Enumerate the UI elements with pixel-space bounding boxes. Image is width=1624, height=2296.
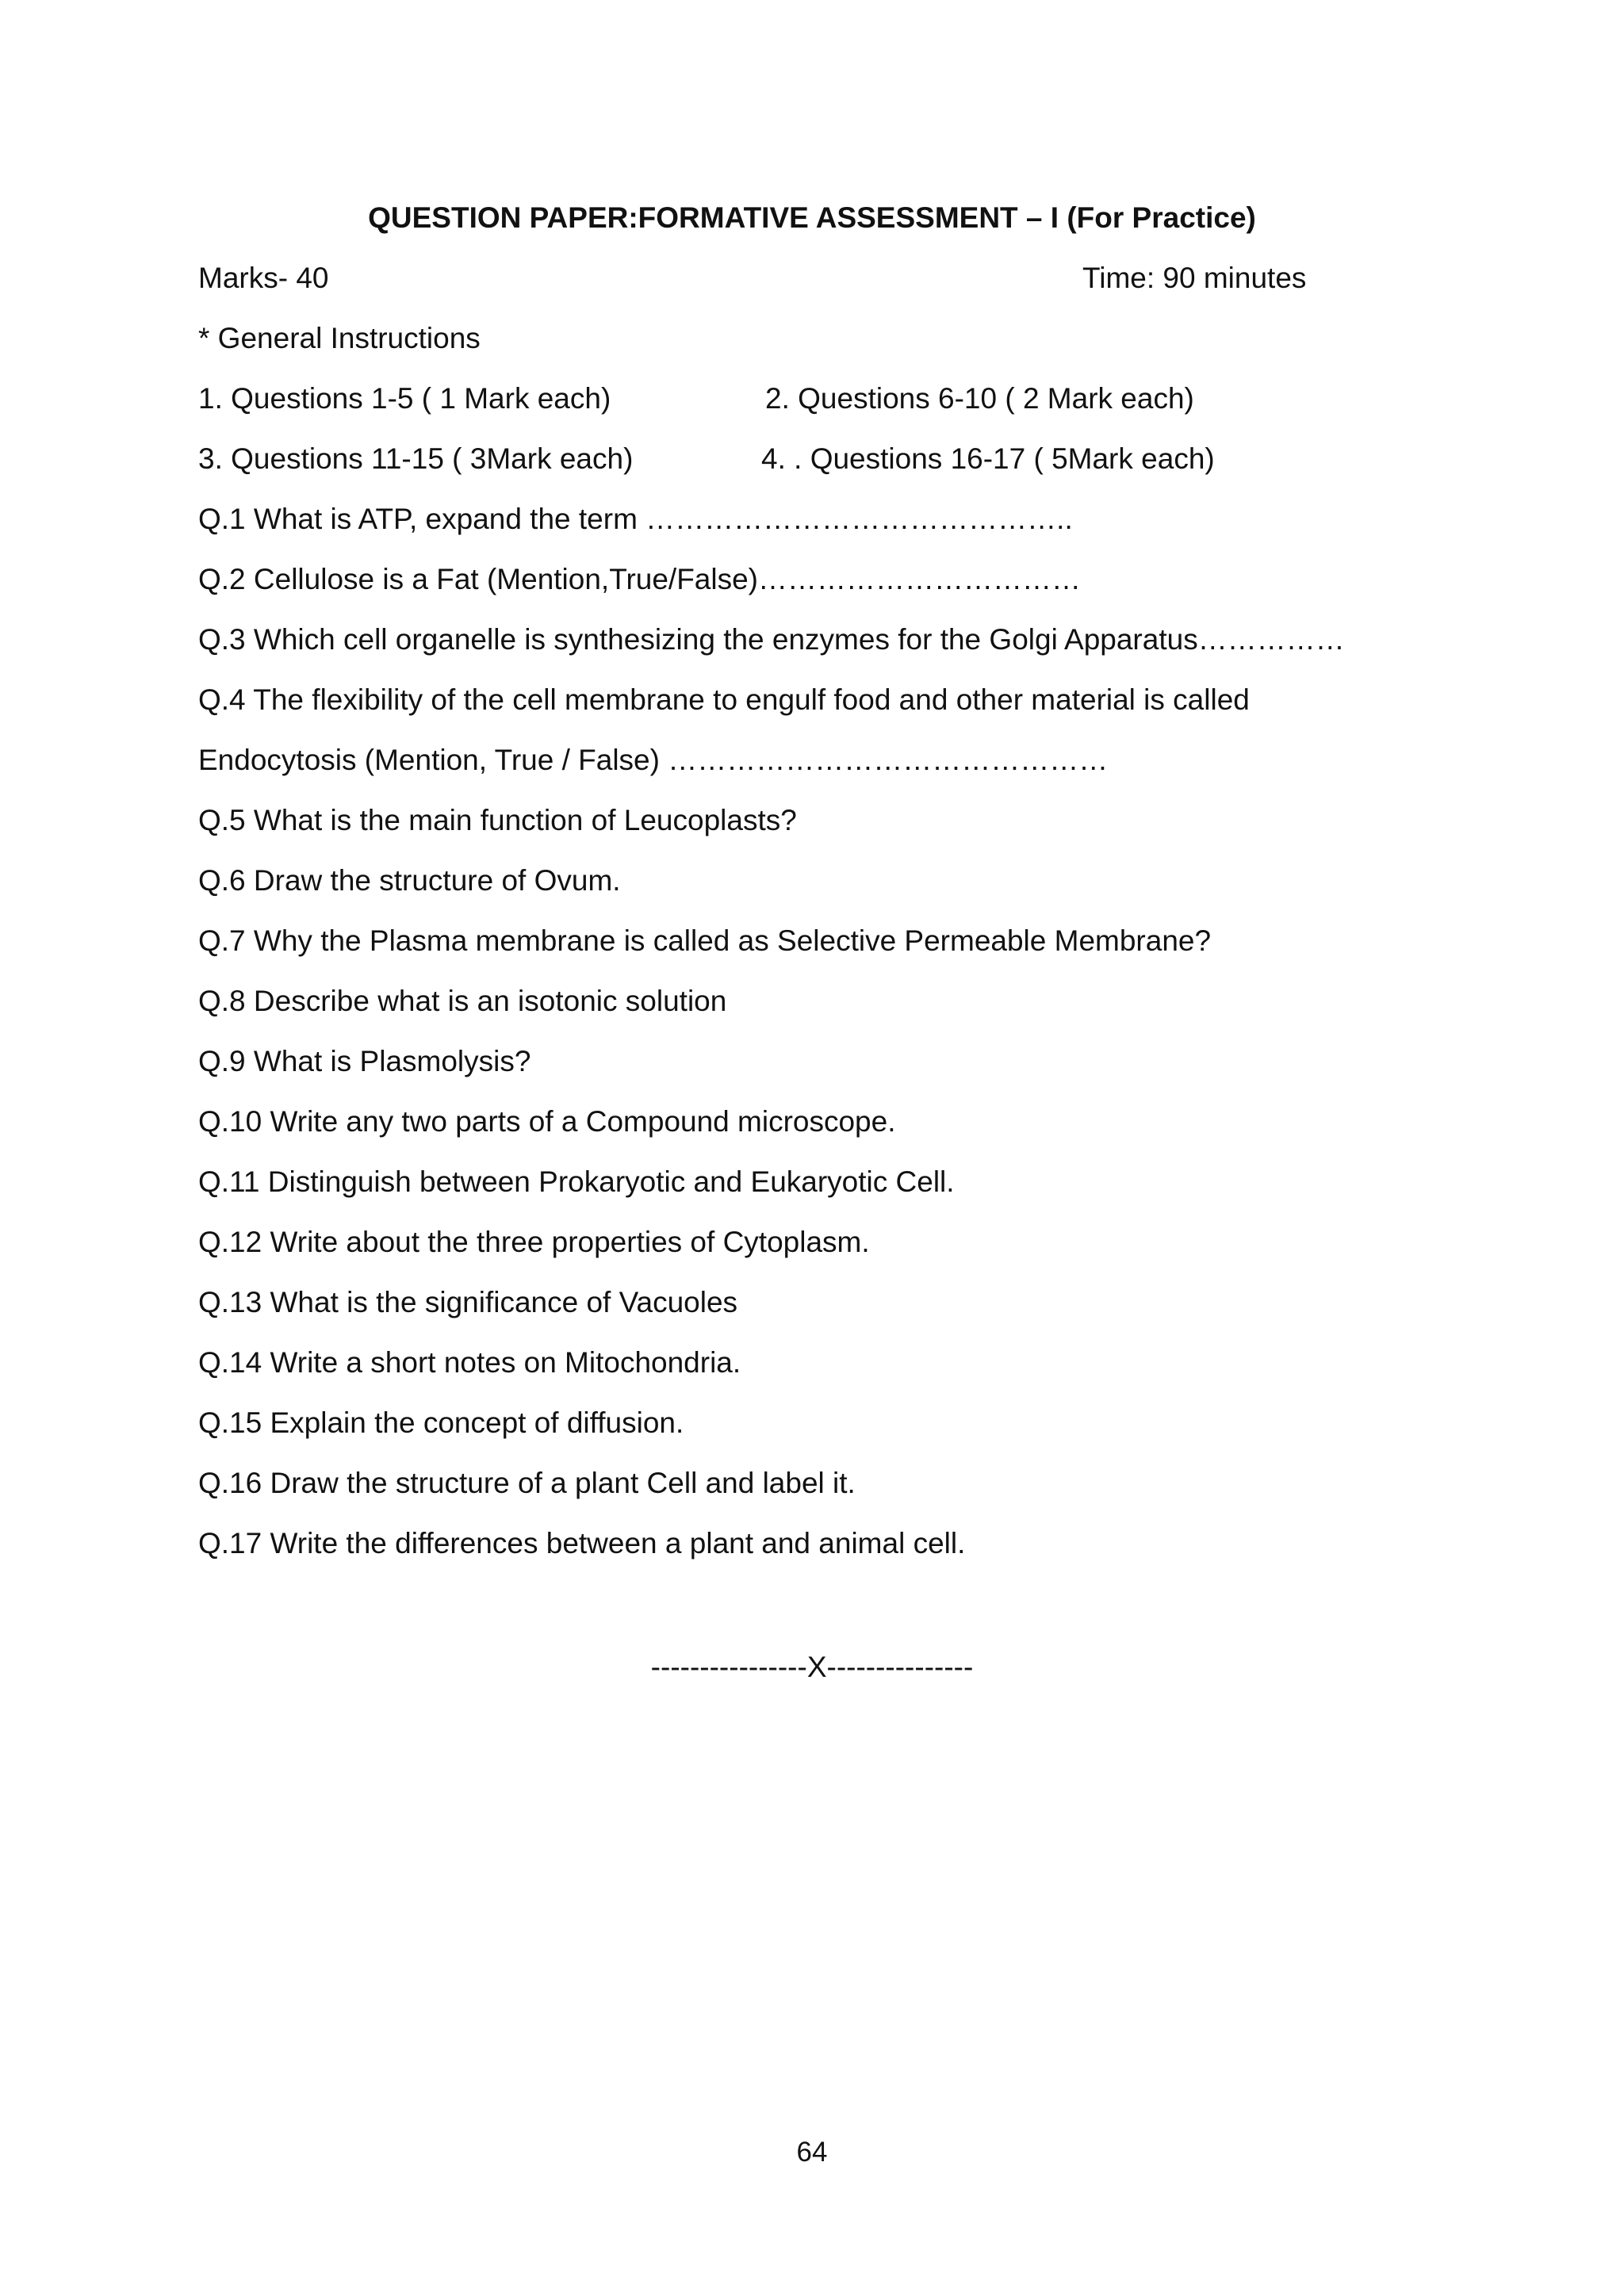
- question-item: Q.11 Distinguish between Prokaryotic and Eukaryotic Cell.: [198, 1165, 955, 1198]
- instruction-item: 2. Questions 6-10 ( 2 Mark each): [765, 382, 1194, 415]
- page-number: 64: [796, 2137, 828, 2168]
- page-title: QUESTION PAPER:FORMATIVE ASSESSMENT – I (For Practice): [368, 201, 1256, 234]
- question-item: Q.16 Draw the structure of a plant Cell and label it.: [198, 1467, 856, 1499]
- question-item: Q.2 Cellulose is a Fat (Mention,True/False)……………………………: [198, 563, 1081, 595]
- question-item: Q.3 Which cell organelle is synthesizing the enzymes for the Golgi Apparatus……………: [198, 623, 1345, 656]
- instruction-item: 4. . Questions 16-17 ( 5Mark each): [761, 442, 1215, 475]
- end-separator: ----------------X---------------: [650, 1651, 974, 1683]
- question-item: Q.7 Why the Plasma membrane is called as Selective Permeable Membrane?: [198, 924, 1212, 957]
- question-item: Q.14 Write a short notes on Mitochondria.: [198, 1346, 741, 1379]
- question-item-continuation: Endocytosis (Mention, True / False) ………………………………………: [198, 744, 1109, 776]
- instruction-item: 3. Questions 11-15 ( 3Mark each): [198, 442, 634, 475]
- instruction-item: 1. Questions 1-5 ( 1 Mark each): [198, 382, 611, 415]
- question-item: Q.4 The flexibility of the cell membrane to engulf food and other material is called: [198, 683, 1250, 716]
- question-item: Q.17 Write the differences between a plant and animal cell.: [198, 1527, 966, 1559]
- question-item: Q.1 What is ATP, expand the term ……………………………………..: [198, 503, 1073, 535]
- question-item: Q.6 Draw the structure of Ovum.: [198, 864, 621, 897]
- question-item: Q.12 Write about the three properties of Cytoplasm.: [198, 1226, 870, 1258]
- marks-label: Marks- 40: [198, 262, 329, 294]
- time-label: Time: 90 minutes: [1082, 262, 1307, 294]
- question-item: Q.15 Explain the concept of diffusion.: [198, 1406, 684, 1439]
- question-item: Q.10 Write any two parts of a Compound microscope.: [198, 1105, 896, 1138]
- question-item: Q.8 Describe what is an isotonic solution: [198, 985, 727, 1017]
- instructions-heading: * General Instructions: [198, 322, 481, 354]
- question-item: Q.13 What is the significance of Vacuoles: [198, 1286, 738, 1318]
- question-item: Q.5 What is the main function of Leucoplasts?: [198, 804, 797, 836]
- question-item: Q.9 What is Plasmolysis?: [198, 1045, 531, 1077]
